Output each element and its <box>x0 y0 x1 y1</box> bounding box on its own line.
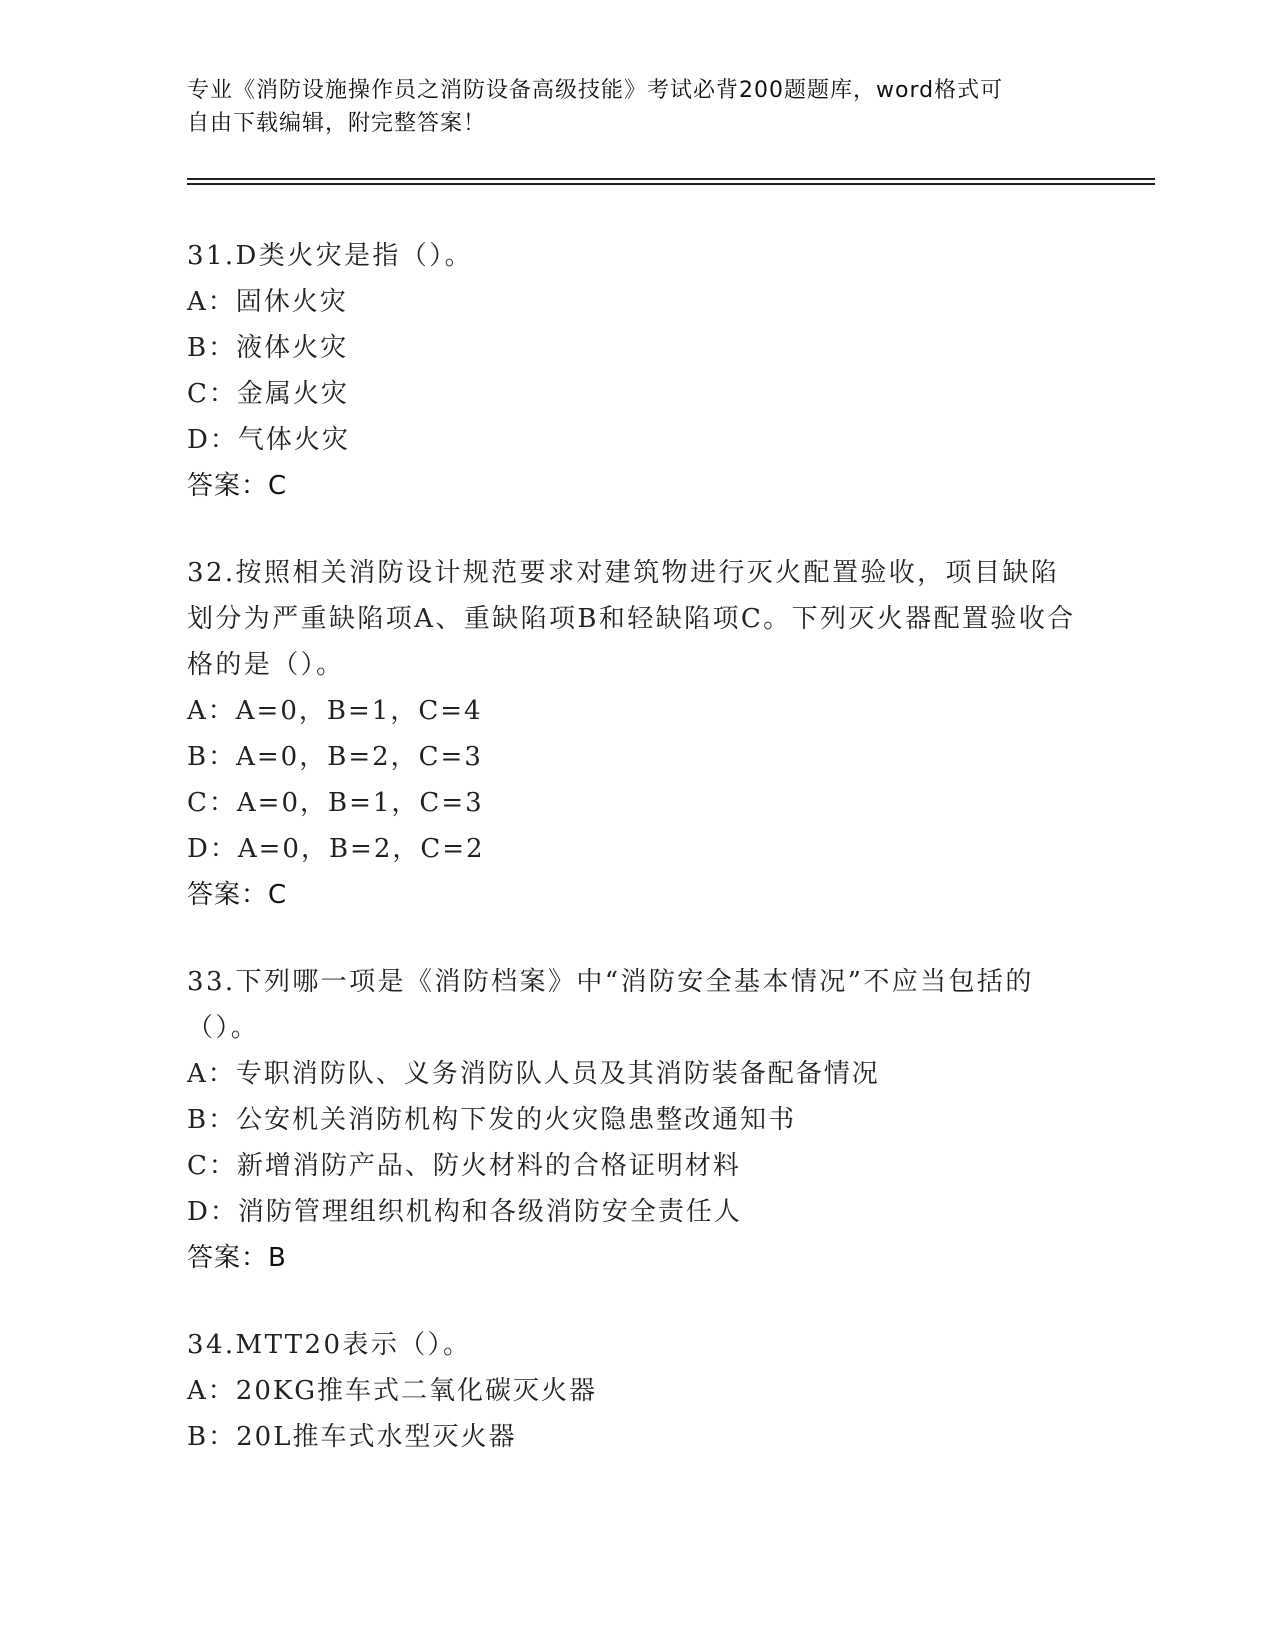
document-header <box>187 74 1067 140</box>
option-b: B：A=0，B=2，C=3 <box>187 742 483 772</box>
header-line-1: 专业《消防设施操作员之消防设备高级技能》考试必背200题题库，word格式可 <box>187 78 1004 103</box>
header-divider-top <box>187 178 1155 180</box>
question-stem: 33.下列哪一项是《消防档案》中“消防安全基本情况”不应当包括的（）。 <box>187 967 1034 1043</box>
option-d: D：消防管理组织机构和各级消防安全责任人 <box>187 1197 742 1227</box>
question-31 <box>187 233 1077 509</box>
option-a: A：专职消防队、义务消防队人员及其消防装备配备情况 <box>187 1059 880 1089</box>
question-stem: 32.按照相关消防设计规范要求对建筑物进行灭火配置验收，项目缺陷划分为严重缺陷项A、重缺陷项B和轻缺陷项C。下列灭火器配置验收合格的是（）。 <box>187 558 1076 680</box>
option-c: C：新增消防产品、防火材料的合格证明材料 <box>187 1151 741 1181</box>
option-d: D：气体火灾 <box>187 425 350 455</box>
header-divider-bottom <box>187 183 1155 185</box>
question-stem: 34.MTT20表示（）。 <box>187 1330 472 1360</box>
question-stem: 31.D类火灾是指（）。 <box>187 241 473 271</box>
question-32 <box>187 550 1077 918</box>
answer-line: 答案：C <box>187 471 288 501</box>
option-b: B：液体火灾 <box>187 333 349 363</box>
answer-line: 答案：B <box>187 1243 287 1273</box>
option-b: B：20L推车式水型灭火器 <box>187 1422 517 1452</box>
option-c: C：A=0，B=1，C=3 <box>187 788 484 818</box>
header-line-2: 自由下载编辑，附完整答案！ <box>187 111 487 136</box>
option-a: A：20KG推车式二氧化碳灭火器 <box>187 1376 598 1406</box>
option-c: C：金属火灾 <box>187 379 349 409</box>
answer-line: 答案：C <box>187 880 288 910</box>
option-a: A：固休火灾 <box>187 287 348 317</box>
question-33 <box>187 959 1077 1281</box>
option-b: B：公安机关消防机构下发的火灾隐患整改通知书 <box>187 1105 797 1135</box>
question-34 <box>187 1322 1077 1460</box>
option-d: D：A=0，B=2，C=2 <box>187 834 485 864</box>
option-a: A：A=0，B=1，C=4 <box>187 696 483 726</box>
question-list <box>187 233 1077 1501</box>
